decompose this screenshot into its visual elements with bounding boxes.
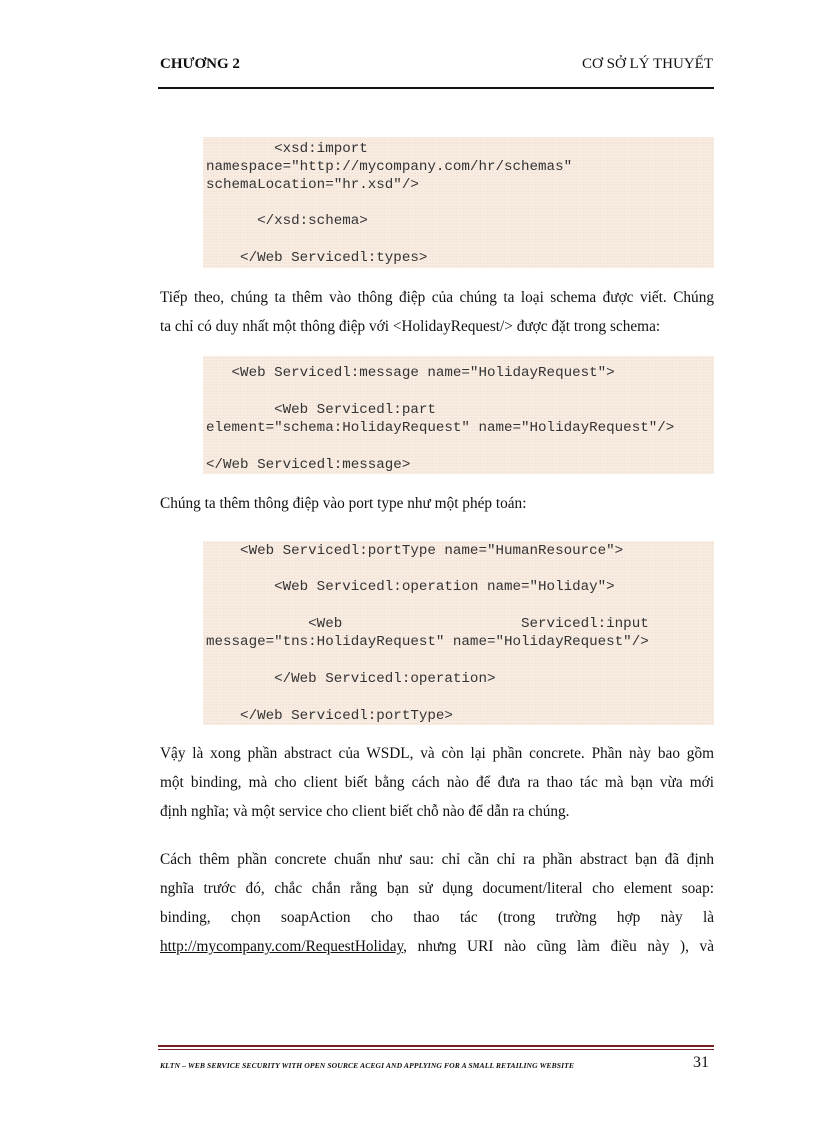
paragraph-3 bbox=[160, 739, 714, 826]
paragraph-line: Cách thêm phần concrete chuẩn như sau: chỉ cần chỉ ra phần abstract bạn đã định bbox=[160, 851, 714, 868]
code-line: schemaLocation="hr.xsd"/> bbox=[206, 177, 419, 193]
header-divider bbox=[158, 87, 714, 89]
paragraph-line: Tiếp theo, chúng ta thêm vào thông điệp của chúng ta loại schema được viết. Chúng bbox=[160, 289, 714, 306]
page-header bbox=[160, 56, 713, 76]
page-number: 31 bbox=[693, 1054, 709, 1071]
code-line: <Web Servicedl:operation name="Holiday"> bbox=[206, 579, 615, 595]
paragraph-line: binding, chọn soapAction cho thao tác (trong trường hợp này là bbox=[160, 909, 714, 926]
code-line: <Web Servicedl:part bbox=[206, 402, 436, 418]
code-line: </Web Servicedl:operation> bbox=[206, 671, 496, 687]
paragraph-line bbox=[160, 932, 714, 961]
paragraph-line: Vậy là xong phần abstract của WSDL, và còn lại phần concrete. Phần này bao gồm bbox=[160, 745, 714, 762]
paragraph-line: một binding, mà cho client biết bằng cách nào để đưa ra thao tác mà bạn vừa mới bbox=[160, 774, 714, 791]
code-line: namespace="http://mycompany.com/hr/schemas" bbox=[206, 159, 573, 175]
footer-divider bbox=[158, 1045, 714, 1047]
section-title: CƠ SỞ LÝ THUYẾT bbox=[582, 56, 713, 72]
code-line: <Web Servicedl:portType name="HumanResource"> bbox=[206, 543, 624, 559]
code-block-1 bbox=[203, 137, 714, 268]
footer-divider-thin bbox=[158, 1049, 714, 1050]
code-line: </Web Servicedl:message> bbox=[206, 457, 411, 473]
code-line: </Web Servicedl:types> bbox=[206, 250, 428, 266]
paragraph-line: Chúng ta thêm thông điệp vào port type như một phép toán: bbox=[160, 495, 527, 512]
paragraph-2 bbox=[160, 489, 714, 518]
paragraph-1 bbox=[160, 283, 714, 341]
code-line: </xsd:schema> bbox=[206, 213, 368, 229]
code-line: message="tns:HolidayRequest" name="HolidayRequest"/> bbox=[206, 634, 649, 650]
code-block-3 bbox=[203, 541, 714, 725]
request-holiday-link[interactable]: http://mycompany.com/RequestHoliday bbox=[160, 938, 404, 955]
paragraph-4 bbox=[160, 845, 714, 961]
code-line: element="schema:HolidayRequest" name="HolidayRequest"/> bbox=[206, 420, 675, 436]
paragraph-line: nghĩa trước đó, chắc chắn rằng bạn sử dụng document/literal cho element soap: bbox=[160, 880, 714, 897]
chapter-title: CHƯƠNG 2 bbox=[160, 56, 240, 72]
code-block-2 bbox=[203, 356, 714, 474]
code-line: <Web Servicedl:input bbox=[206, 616, 649, 632]
code-line: <xsd:import bbox=[206, 141, 368, 157]
footer-title: KLTN – WEB SERVICE SECURITY WITH OPEN SOURCE ACEGI AND APPLYING FOR A SMALL RETAILING WEBSITE bbox=[160, 1061, 575, 1070]
code-line: </Web Servicedl:portType> bbox=[206, 708, 453, 724]
paragraph-line: định nghĩa; và một service cho client biết chỗ nào để dẫn ra chúng. bbox=[160, 803, 570, 820]
code-line: <Web Servicedl:message name="HolidayRequest"> bbox=[206, 365, 615, 381]
paragraph-line: ta chỉ có duy nhất một thông điệp với <HolidayRequest/> được đặt trong schema: bbox=[160, 318, 661, 335]
paragraph-text: , nhưng URI nào cũng làm điều này ), và bbox=[403, 938, 714, 955]
